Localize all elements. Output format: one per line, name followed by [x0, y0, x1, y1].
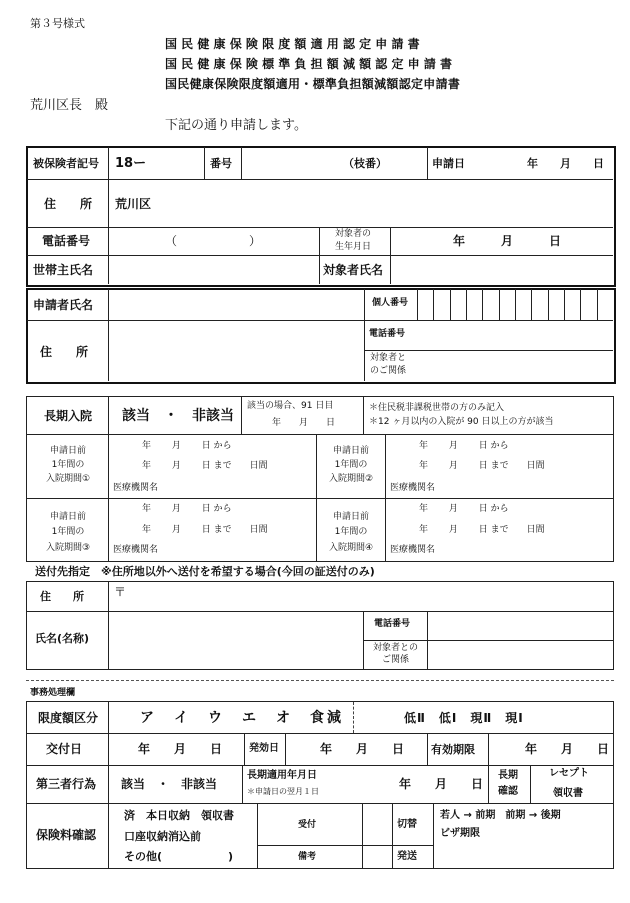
condition-2: ＊12 ヶ月以内の入院が 90 日以上の方が該当 [369, 417, 554, 427]
long-hospital-choice[interactable]: 該当 ・ 非該当 [122, 408, 234, 424]
household-head-label: 世帯主氏名 [33, 263, 94, 277]
period-2-label: 入院期間② [328, 474, 374, 484]
accept-label: 受付 [298, 820, 317, 830]
period-3-label: 入院期間③ [45, 543, 91, 553]
digit-cell-divider [548, 289, 549, 320]
title-line-1: 国 民 健 康 保 険 限 度 額 適 用 認 定 申 請 書 [165, 37, 420, 51]
period-3-line-b: 1年間の [51, 527, 85, 537]
delivery-phone-label: 電話番号 [374, 619, 411, 629]
period-2-line-a: 申請日前 [332, 446, 369, 456]
application-date-label: 申請日 [432, 157, 465, 170]
insured-symbol-value[interactable]: 18ー [115, 156, 147, 171]
premium-check-label: 保険料確認 [36, 828, 97, 842]
period-1-to[interactable]: 年 月 日 まで 日間 [142, 461, 268, 471]
period-4-institution[interactable]: 医療機関名 [390, 545, 436, 555]
visa-expiry[interactable]: ビザ期限 [440, 828, 480, 839]
insured-address-label: 住 所 [44, 197, 93, 211]
limit-category-options-2[interactable]: 低Ⅱ 低Ⅰ 現Ⅱ 現Ⅰ [404, 711, 524, 725]
insured-phone-value[interactable]: （ ） [165, 234, 262, 248]
delivery-heading: 送付先指定 ※住所地以外へ送付を希望する場合(今回の証送付のみ) [35, 565, 375, 578]
send-label: 発送 [397, 851, 417, 862]
period-1-line-b: 1年間の [51, 460, 85, 470]
limit-category-label: 限度額区分 [38, 711, 99, 725]
receipt-label-2[interactable]: 領収書 [553, 788, 583, 799]
digit-cell-divider [531, 289, 532, 320]
period-3-institution[interactable]: 医療機関名 [113, 545, 159, 555]
third-party-choice[interactable]: 該当 ・ 非該当 [121, 777, 218, 791]
day91-date[interactable]: 年 月 日 [272, 418, 336, 428]
premium-option-1[interactable]: 済 本日収納 領収書 [124, 809, 234, 822]
receipt-label-1[interactable]: レセプト [549, 768, 589, 779]
dashed-separator [26, 680, 614, 681]
long-check-2: 確認 [498, 786, 518, 797]
period-2-from[interactable]: 年 月 日 から [419, 441, 509, 451]
period-3-from[interactable]: 年 月 日 から [142, 504, 232, 514]
period-3-line-a: 申請日前 [49, 512, 86, 522]
day91-note: 該当の場合、91 日目 [247, 401, 334, 411]
long-applied-label: 長期適用年月日 [247, 770, 317, 781]
digit-cell-divider [564, 289, 565, 320]
delivery-relation-label-2: ご関係 [381, 655, 409, 665]
dob-value[interactable]: 年 月 日 [453, 234, 562, 248]
personal-number-label: 個人番号 [372, 298, 409, 308]
applicant-name-label: 申請者氏名 [33, 298, 94, 312]
application-date-value[interactable]: 年 月 日 [527, 157, 604, 170]
digit-cell-divider [580, 289, 581, 320]
insured-number-label: 番号 [210, 157, 232, 170]
form-number: 第３号様式 [30, 17, 85, 30]
period-2-to[interactable]: 年 月 日 まで 日間 [419, 461, 545, 471]
dob-label-1: 対象者の [335, 229, 372, 239]
long-check-1: 長期 [498, 770, 518, 781]
period-4-label: 入院期間④ [328, 543, 374, 553]
applicant-section [26, 288, 616, 384]
third-party-label: 第三者行為 [36, 777, 97, 791]
period-1-line-a: 申請日前 [49, 446, 86, 456]
digit-cell-divider [597, 289, 598, 320]
period-1-institution[interactable]: 医療機関名 [113, 483, 159, 493]
issue-date-value[interactable]: 年 月 日 [138, 742, 223, 756]
effective-date-label: 発効日 [249, 743, 279, 754]
condition-1: ＊住民税非課税世帯の方のみ記入 [369, 403, 505, 413]
period-1-from[interactable]: 年 月 日 から [142, 441, 232, 451]
insured-address-value[interactable]: 荒川区 [115, 197, 152, 211]
digit-cell-divider [433, 289, 434, 320]
issue-date-label: 交付日 [46, 742, 83, 756]
insured-phone-label: 電話番号 [42, 234, 91, 248]
note-label: 備考 [298, 852, 317, 862]
applicant-address-label: 住 所 [40, 345, 89, 359]
delivery-relation-label-1: 対象者との [372, 643, 418, 653]
addressee: 荒川区長 殿 [30, 98, 109, 113]
digit-cell-divider [466, 289, 467, 320]
period-2-institution[interactable]: 医療機関名 [390, 483, 436, 493]
subject-name-label: 対象者氏名 [323, 263, 384, 277]
long-hospital-label: 長期入院 [44, 409, 93, 423]
expiry-date-value[interactable]: 年 月 日 [525, 742, 610, 756]
digit-cell-divider [482, 289, 483, 320]
insured-symbol-label: 被保険者記号 [33, 157, 99, 170]
expiry-date-label: 有効期限 [431, 743, 475, 756]
period-4-line-a: 申請日前 [332, 512, 369, 522]
premium-option-3[interactable]: その他( ) [124, 850, 234, 863]
delivery-address-label: 住 所 [40, 590, 84, 603]
title-line-2: 国 民 健 康 保 険 標 準 負 担 額 減 額 認 定 申 請 書 [165, 57, 453, 71]
effective-date-value[interactable]: 年 月 日 [320, 742, 405, 756]
branch-number-label: （枝番） [343, 157, 387, 170]
applicant-relation-label-2: のご関係 [370, 366, 407, 376]
premium-option-2[interactable]: 口座収納消込前 [124, 830, 201, 843]
switch-label: 切替 [397, 819, 417, 830]
dob-label-2: 生年月日 [335, 242, 372, 252]
office-heading: 事務処理欄 [30, 688, 76, 698]
title-line-3: 国民健康保険限度額適用・標準負担額減額認定申請書 [165, 77, 461, 91]
digit-cell-divider [515, 289, 516, 320]
postal-mark[interactable]: 〒 [114, 585, 127, 599]
age-transition[interactable]: 若人 → 前期 前期 → 後期 [440, 810, 561, 821]
period-4-line-b: 1年間の [334, 527, 368, 537]
limit-category-options[interactable]: ア イ ウ エ オ 食減 [140, 710, 344, 726]
period-4-to[interactable]: 年 月 日 まで 日間 [419, 525, 545, 535]
period-4-from[interactable]: 年 月 日 から [419, 504, 509, 514]
period-3-to[interactable]: 年 月 日 まで 日間 [142, 525, 268, 535]
long-applied-date[interactable]: 年 月 日 [399, 777, 484, 791]
digit-cell-divider [499, 289, 500, 320]
applicant-relation-label-1: 対象者と [370, 353, 407, 363]
period-2-line-b: 1年間の [334, 460, 368, 470]
intro-text: 下記の通り申請します。 [165, 118, 307, 133]
applicant-phone-label: 電話番号 [369, 329, 406, 339]
office-section [26, 701, 614, 869]
period-1-label: 入院期間① [45, 474, 91, 484]
long-applied-note: ＊申請日の翌月１日 [247, 787, 319, 796]
digit-cell-divider [450, 289, 451, 320]
delivery-name-label: 氏名(名称) [35, 632, 90, 645]
